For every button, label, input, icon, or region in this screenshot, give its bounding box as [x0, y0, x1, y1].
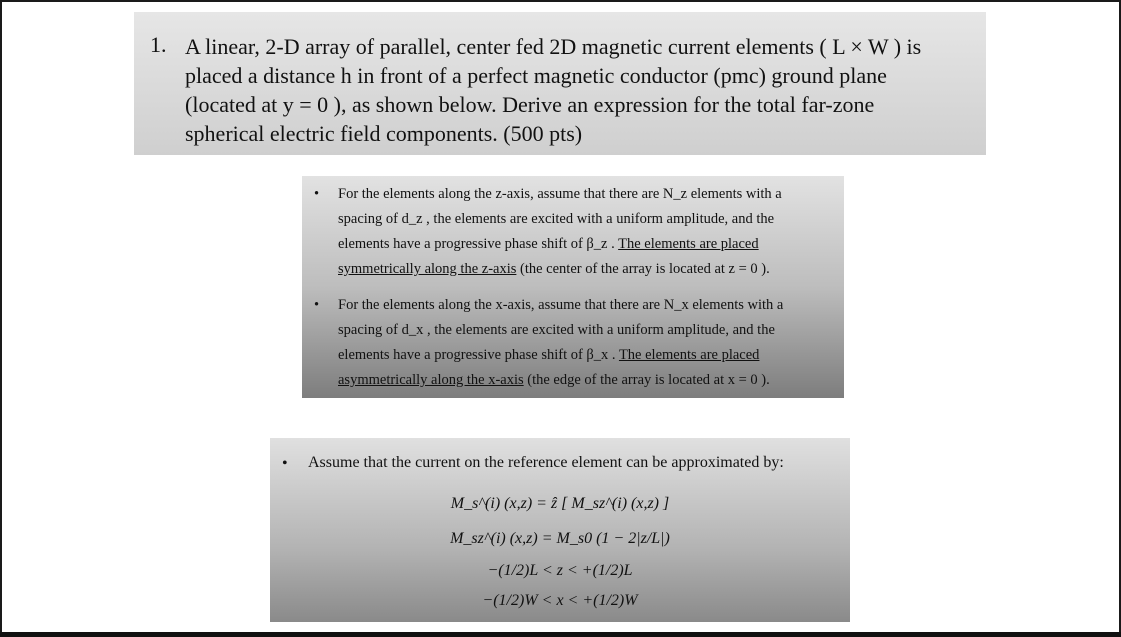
problem-statement: [134, 12, 986, 155]
x-axis-bullet-text: [338, 293, 838, 393]
current-approximation-panel: [270, 438, 850, 622]
z-bullet-line-3: [338, 232, 838, 257]
bullet-dot-icon: •: [314, 186, 320, 202]
bullet-dot-icon: •: [282, 455, 288, 472]
problem-text: [185, 32, 975, 148]
current-profile-equation: M_sz^(i) (x,z) = M_s0 (1 − 2|z/L|): [450, 530, 670, 547]
z-bullet-phase-text: elements have a progressive phase shift of β_z .: [338, 236, 615, 252]
frame-bottom-border: [0, 632, 1121, 637]
current-intro-text: Assume that the current on the reference element can be approximated by:: [308, 454, 784, 471]
x-bullet-line-4: [338, 368, 838, 393]
problem-line-1: A linear, 2-D array of parallel, center fed 2D magnetic current elements ( L × W ) is: [185, 34, 922, 59]
frame-top-border: [0, 0, 1121, 2]
problem-line-4: spherical electric field components. (500 pts): [185, 121, 583, 146]
z-bullet-placement-underlined: The elements are placed: [618, 236, 759, 252]
problem-number: 1.: [150, 32, 167, 57]
z-axis-bullet-text: [338, 182, 838, 282]
z-bullet-line-4: [338, 257, 838, 282]
problem-line-3: (located at y = 0 ), as shown below. Derive an expression for the total far-zone: [185, 92, 875, 117]
x-bullet-line-2: spacing of d_x , the elements are excited with a uniform amplitude, and the: [338, 322, 775, 338]
z-bullet-center-text: (the center of the array is located at z = 0 ).: [516, 261, 770, 277]
x-bullet-line-3: [338, 343, 838, 368]
x-bullet-phase-text: elements have a progressive phase shift of β_x .: [338, 347, 616, 363]
z-bullet-symmetric-underlined: symmetrically along the z-axis: [338, 261, 517, 277]
array-assumptions-panel: [302, 176, 844, 398]
x-range-equation: −(1/2)W < x < +(1/2)W: [482, 592, 638, 609]
z-bullet-line-2: spacing of d_z , the elements are excited with a uniform amplitude, and the: [338, 211, 775, 227]
x-bullet-asymmetric-underlined: asymmetrically along the x-axis: [338, 372, 524, 388]
x-bullet-edge-text: (the edge of the array is located at x = 0 ).: [523, 372, 770, 388]
frame-left-border: [0, 0, 2, 637]
x-bullet-placement-underlined: The elements are placed: [618, 347, 760, 363]
bullet-dot-icon: •: [314, 297, 320, 313]
x-bullet-line-1: For the elements along the x-axis, assume that there are N_x elements with a: [338, 297, 784, 313]
z-range-equation: −(1/2)L < z < +(1/2)L: [487, 562, 633, 579]
z-bullet-line-1: For the elements along the z-axis, assume that there are N_z elements with a: [338, 186, 782, 202]
problem-line-2: placed a distance h in front of a perfect magnetic conductor (pmc) ground plane: [185, 63, 887, 88]
current-vector-equation: M_s^(i) (x,z) = ẑ [ M_sz^(i) (x,z) ]: [450, 495, 670, 512]
